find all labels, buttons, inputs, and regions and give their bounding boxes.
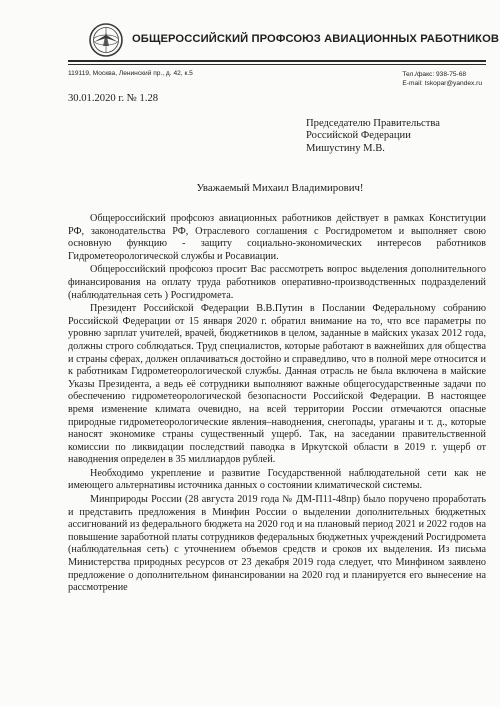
salutation: Уважаемый Михаил Владимирович! [196,182,364,194]
body-paragraph: Президент Российской Федерации В.В.Путин в Послании Федеральному собранию Российской Федерации от 15 января 2020 г. обратил внимание на то, что все параметры по уровню зарплат учителей, врачей, бюджетников в целом, заданные в майских указах 2012 года, должны строго соблюдаться. Труд специалистов, которые работают в важнейших для общества и страны сферах, должен оплачиваться достойно и справедливо, что в полной мере относится и к работникам Гидрометеорологической службы. Данная отрасль не была включена в майские Указы Президента, а ведь её сотрудники выполняют важные общегосударственные задачи по обеспечению гидрометеорологической безопасности Российской Федерации. В настоящее время изменение климата очевидно, на всей территории России отмечаются опасные природные гидрометеорологические явления–наводнения, снегопады, ураганы и т. д., которые наносят экономике страны существенный ущерб. Так, на заседании правительственной комиссии по ликвидации последствий паводка в Иркутской области в 2019 г. ущерб от наводнения определен в 35 миллиардов рублей. [68,303,486,466]
organization-name: ОБЩЕРОССИЙСКИЙ ПРОФСОЮЗ АВИАЦИОННЫХ РАБОТНИКОВ [132,33,500,45]
body-paragraph: Минприроды России (28 августа 2019 года № ДМ-П11-48пр) было поручено проработать и представить предложения в Минфин России о выделении дополнительных бюджетных ассигнований из федерального бюджета на 2020 год и на плановый период 2021 и 2022 годов на повышение заработной платы сотрудников федеральных бюджетных учреждений Росгидромета (наблюдательная сеть) с уточнением объемов средств и сроков их выделения. Из письма Министерства природных ресурсов от 23 декабря 2019 года следует, что Минфином заявлено предложение о дополнительном финансировании на 2020 год и планируется его вынесение на рассмотрение [68,494,486,594]
body-paragraph: Общероссийский профсоюз просит Вас рассмотреть вопрос выделения дополнительного финансирования на оплату труда работников оперативно-производственных подразделений (наблюдательная сеть ) Росгидромета. [68,264,486,301]
contact-block [402,70,482,88]
recipient-line: Мишустину М.В. [306,142,385,154]
email: E-mail: tskopar@yandex.ru [402,80,482,87]
header-rule [68,60,486,62]
body-paragraph: Общероссийский профсоюз авиационных работников действует в рамках Конституции РФ, законодательства РФ, Отраслевого соглашения с Росгидрометом и выполняет свою основную функцию - защиту социально-экономических интересов работников Гидрометеорологической службы и Росавиации. [68,213,486,262]
recipient-block [306,118,440,155]
union-emblem-icon [88,22,124,58]
phone-fax: Тел./факс: 938-75-68 [402,71,467,78]
letter-body [68,213,486,596]
recipient-line: Российской Федерации [306,130,411,142]
document-date-number: 30.01.2020 г. № 1.28 [68,93,159,104]
header-rule-thin [68,64,486,65]
recipient-line: Председателю Правительства [306,118,440,129]
body-paragraph: Необходимо укрепление и развитие Государственной наблюдательной сети как не имеющего альтернативы источника данных о состоянии климатической системы. [68,467,486,492]
organization-address: 119119, Москва, Ленинский пр., д. 42, к.5 [68,70,193,77]
